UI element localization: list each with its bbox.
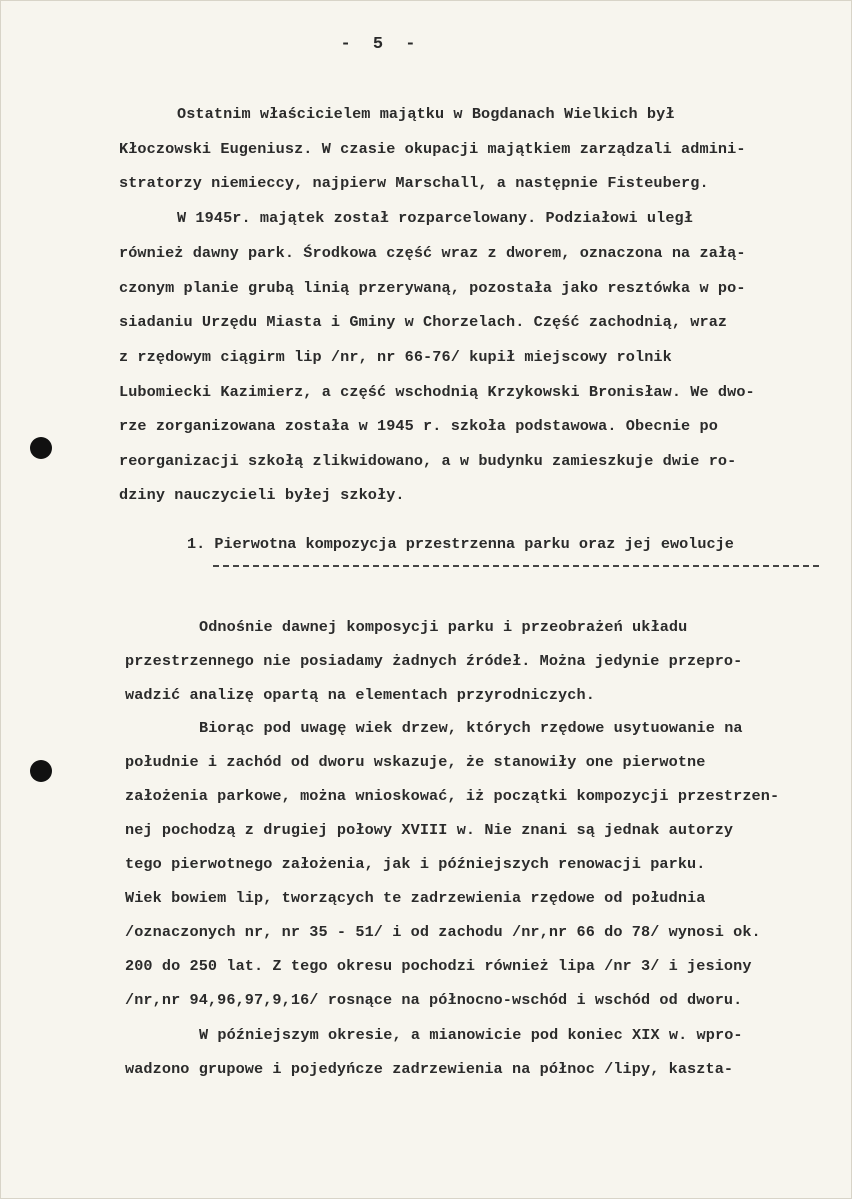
page-number: - 5 -	[340, 35, 422, 54]
text-line: /nr,nr 94,96,97,9,16/ rosnące na północno-wschód i wschód od dworu.	[125, 991, 743, 1009]
text-line: założenia parkowe, można wnioskować, iż początki kompozycji przestrzen-	[125, 787, 780, 805]
text-line: rze zorganizowana została w 1945 r. szkoła podstawowa. Obecnie po	[119, 417, 718, 435]
text-line: Ostatnim właścicielem majątku w Bogdanach Wielkich był	[177, 105, 675, 123]
text-line: Lubomiecki Kazimierz, a część wschodnią Krzykowski Bronisław. We dwo-	[119, 383, 755, 401]
text-line: z rzędowym ciągirm lip /nr, nr 66-76/ kupił miejscowy rolnik	[119, 348, 672, 366]
text-line: dziny nauczycieli byłej szkoły.	[119, 486, 405, 504]
text-line: Wiek bowiem lip, tworzących te zadrzewienia rzędowe od południa	[125, 889, 706, 907]
text-line: stratorzy niemieccy, najpierw Marschall, a następnie Fisteuberg.	[119, 174, 709, 192]
text-line: W 1945r. majątek został rozparcelowany. Podziałowi uległ	[177, 209, 693, 227]
text-line: /oznaczonych nr, nr 35 - 51/ i od zachodu /nr,nr 66 do 78/ wynosi ok.	[125, 923, 761, 941]
text-line: Odnośnie dawnej komposycji parku i przeobrażeń układu	[199, 618, 688, 636]
text-line: nej pochodzą z drugiej połowy XVIII w. Nie znani są jednak autorzy	[125, 821, 734, 839]
text-line: siadaniu Urzędu Miasta i Gminy w Chorzelach. Część zachodnią, wraz	[119, 313, 728, 331]
text-line: wadzono grupowe i pojedyńcze zadrzewienia na północ /lipy, kaszta-	[125, 1060, 734, 1078]
text-line: Biorąc pod uwagę wiek drzew, których rzędowe usytuowanie na	[199, 719, 743, 737]
heading-underline	[213, 565, 819, 567]
text-line: Kłoczowski Eugeniusz. W czasie okupacji majątkiem zarządzali admini-	[119, 140, 746, 158]
text-line: 200 do 250 lat. Z tego okresu pochodzi również lipa /nr 3/ i jesiony	[125, 957, 752, 975]
section-heading: 1. Pierwotna kompozycja przestrzenna parku oraz jej ewolucje	[187, 535, 734, 553]
text-line: przestrzennego nie posiadamy żadnych źródeł. Można jedynie przepro-	[125, 652, 743, 670]
punch-hole-icon	[30, 760, 52, 782]
punch-hole-icon	[30, 437, 52, 459]
text-line: tego pierwotnego założenia, jak i późniejszych renowacji parku.	[125, 855, 706, 873]
text-line: wadzić analizę opartą na elementach przyrodniczych.	[125, 686, 595, 704]
text-line: również dawny park. Środkowa część wraz z dworem, oznaczona na załą-	[119, 244, 746, 262]
text-line: czonym planie grubą linią przerywaną, pozostała jako resztówka w po-	[119, 279, 746, 297]
text-line: reorganizacji szkołą zlikwidowano, a w budynku zamieszkuje dwie ro-	[119, 452, 737, 470]
text-line: W późniejszym okresie, a mianowicie pod koniec XIX w. wpro-	[199, 1026, 743, 1044]
text-line: południe i zachód od dworu wskazuje, że stanowiły one pierwotne	[125, 753, 706, 771]
